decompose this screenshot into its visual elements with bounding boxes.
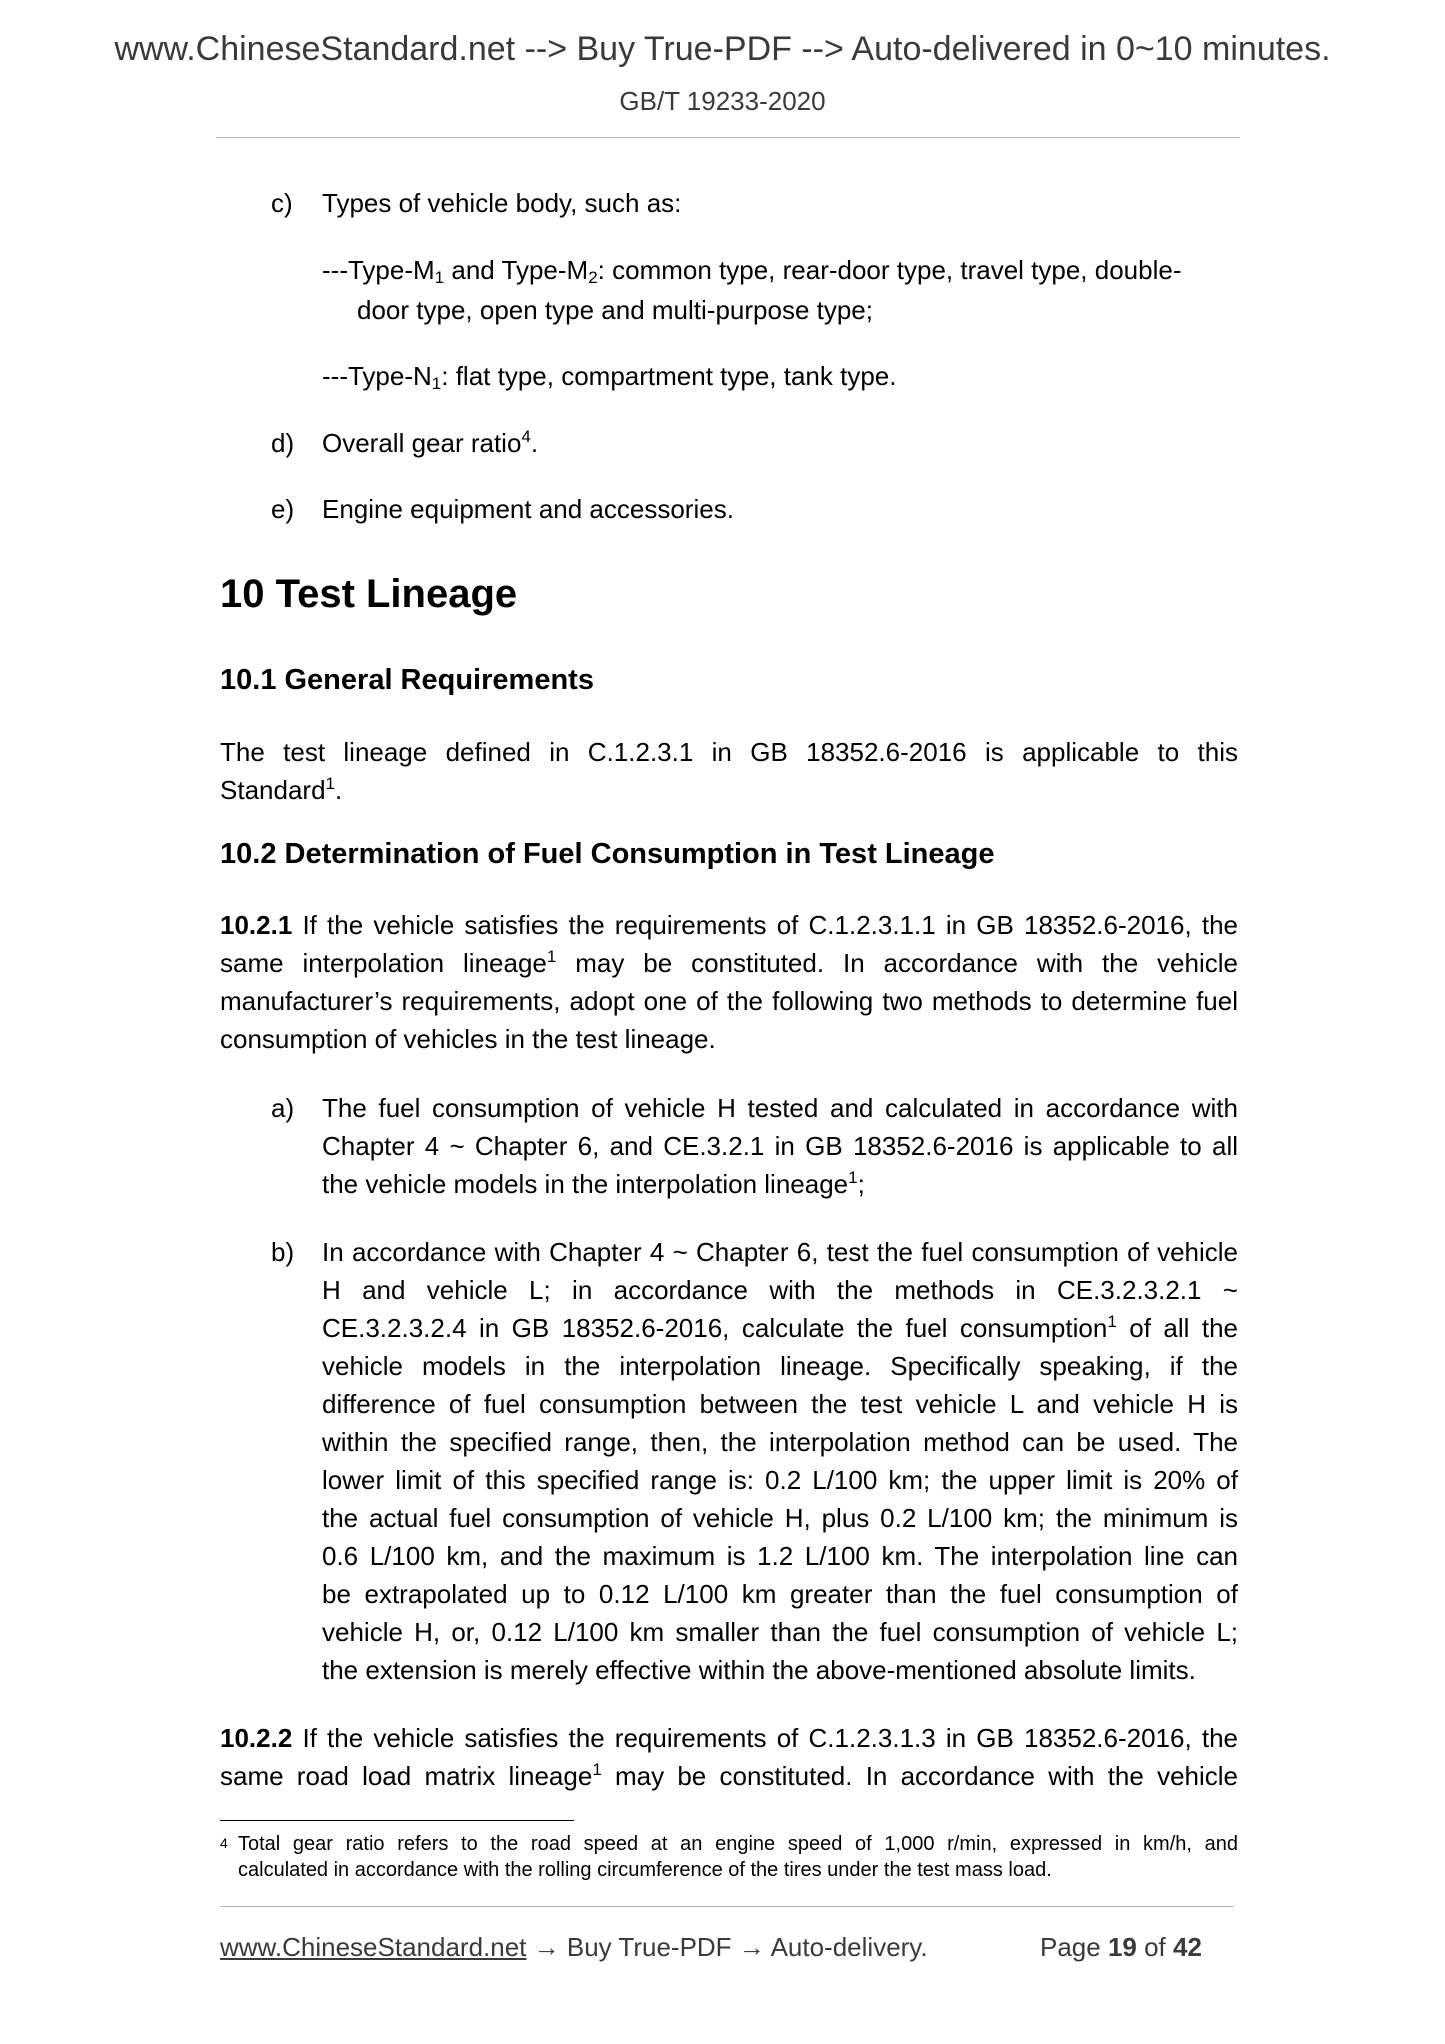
section-10-heading: 10 Test Lineage [220,572,518,616]
list-item-e: Engine equipment and accessories. [322,494,734,524]
s1021-line-2: same interpolation lineage$^1$ may be constituted. In accordance with the vehicle [220,947,1238,978]
page-number: Page 19 of 42 [1040,1932,1202,1962]
s1021-line-3: manufacturer’s requirements, adopt one of the following two methods to determine fuel [220,986,1238,1016]
section-10-2-heading: 10.2 Determination of Fuel Consumption in Test Lineage [220,838,995,870]
footer-site-link[interactable]: www.ChineseStandard.net [220,1932,527,1962]
s1022-line-2: same road load matrix lineage$^1$ may be constituted. In accordance with the vehicle [220,1760,1239,1791]
list-label-e: e) [271,494,295,524]
item-b-line-8: the actual fuel consumption of vehicle H, plus 0.2 L/100 km; the minimum is [322,1503,1238,1533]
list-label-d: d) [271,428,295,458]
s101-line-1: The test lineage defined in C.1.2.3.1 in GB 18352.6-2016 is applicable to this [220,737,1238,767]
item-b-line-10: be extrapolated up to 0.12 L/100 km greater than the fuel consumption of [322,1579,1238,1609]
top-banner: www.ChineseStandard.net --> Buy True-PDF --> Auto-delivered in 0~10 minutes. [114,30,1331,68]
item-b-line-3: CE.3.2.3.2.4 in GB 18352.6-2016, calculate the fuel consumption$^1$ of all the [322,1312,1238,1343]
type-m-line-1: $---Type-M_1$ and Type-$M_2$: common type, rear-door type, travel type, double- [322,255,1182,287]
item-b-line-1: In accordance with Chapter 4 ~ Chapter 6, test the fuel consumption of vehicle [322,1237,1238,1267]
s1021-line-4: consumption of vehicles in the test lineage. [220,1024,716,1054]
item-b-line-2: H and vehicle L; in accordance with the methods in CE.3.2.3.2.1 ~ [322,1275,1238,1305]
footnote-line-2: calculated in accordance with the rolling circumference of the tires under the test mass load. [238,1859,1052,1881]
item-b-line-4: vehicle models in the interpolation lineage. Specifically speaking, if the [322,1351,1238,1381]
item-a-line-1: The fuel consumption of vehicle H tested and calculated in accordance with [322,1093,1238,1123]
footnote-divider [220,1820,574,1821]
item-b-line-7: lower limit of this specified range is: 0.2 L/100 km; the upper limit is 20% of [322,1465,1238,1495]
s101-line-2: Standard$^1$. [220,774,343,805]
header-divider [216,137,1240,138]
list-label-a: a) [271,1093,295,1123]
s1021-line-1: 10.2.1 If the vehicle satisfies the requirements of C.1.2.3.1.1 in GB 18352.6-2016, the [220,910,1238,940]
list-label-c: c) [271,188,293,218]
footnote-mark: 4 [220,1835,228,1851]
footer-delivery-text: → Buy True-PDF → Auto-delivery. [526,1932,928,1962]
footnote-line-1: Total gear ratio refers to the road speed at an engine speed of 1,000 r/min, expressed in km/h, and [238,1833,1238,1855]
footer-left [220,1932,928,1963]
standard-code: GB/T 19233-2020 [619,86,826,116]
list-item-d: Overall gear ratio$^4$. [322,427,539,458]
type-m-line-2: door type, open type and multi-purpose type; [357,295,873,325]
section-10-1-heading: 10.1 General Requirements [220,664,594,696]
item-b-line-12: the extension is merely effective within the above-mentioned absolute limits. [322,1655,1196,1685]
list-item-c: Types of vehicle body, such as: [322,188,682,218]
item-b-line-6: within the specified range, then, the interpolation method can be used. The [322,1427,1238,1457]
item-b-line-5: difference of fuel consumption between the test vehicle L and vehicle H is [322,1389,1238,1419]
s1022-line-1: 10.2.2 If the vehicle satisfies the requirements of C.1.2.3.1.3 in GB 18352.6-2016, the [220,1723,1238,1753]
footer-divider [220,1906,1234,1907]
item-a-line-3: the vehicle models in the interpolation lineage$^1$; [322,1168,865,1199]
type-n-line: $---Type-N_1$: flat type, compartment type, tank type. [322,361,897,393]
item-b-line-11: vehicle H, or, 0.12 L/100 km smaller than the fuel consumption of vehicle L; [322,1617,1238,1647]
item-a-line-2: Chapter 4 ~ Chapter 6, and CE.3.2.1 in GB 18352.6-2016 is applicable to all [322,1131,1238,1161]
list-label-b: b) [271,1237,295,1267]
item-b-line-9: 0.6 L/100 km, and the maximum is 1.2 L/100 km. The interpolation line can [322,1541,1238,1571]
